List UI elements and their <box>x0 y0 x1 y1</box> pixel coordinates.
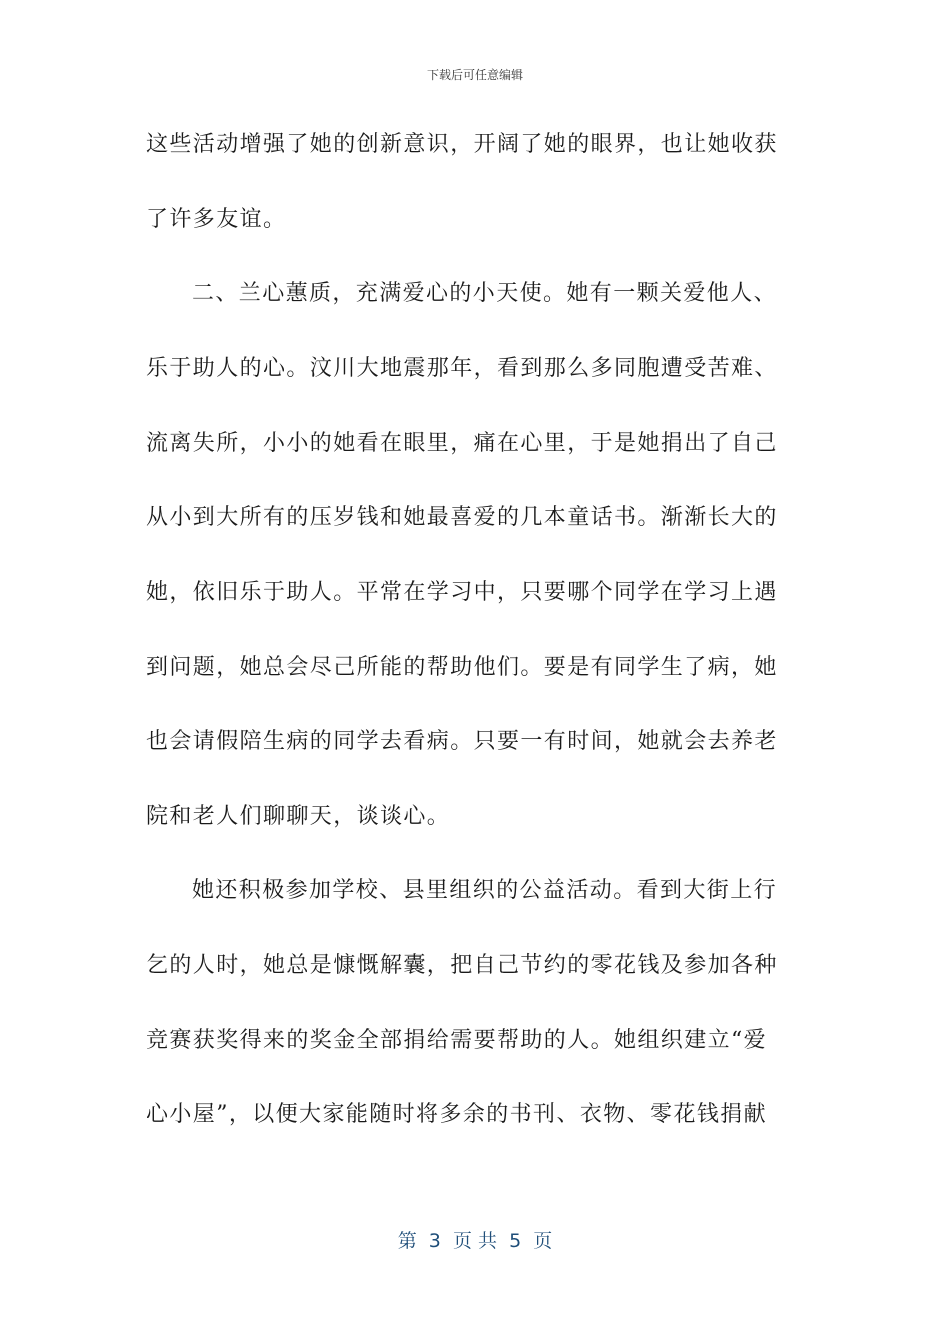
paragraph-line: 乐于助人的心。汶川大地震那年，看到那么多同胞遭受苦难、 <box>146 356 778 381</box>
header-note: 下载后可任意编辑 <box>426 68 523 82</box>
paragraph-line: 这些活动增强了她的创新意识，开阔了她的眼界，也让她收获 <box>146 132 778 157</box>
page-number: 第 3 页 共 5 页 <box>397 1230 553 1252</box>
paragraph-line: 乞的人时，她总是慷慨解囊，把自己节约的零花钱及参加各种 <box>146 953 778 978</box>
paragraph-line: 她，依旧乐于助人。平常在学习中，只要哪个同学在学习上遇 <box>146 580 778 605</box>
paragraph-line: 流离失所，小小的她看在眼里，痛在心里，于是她捐出了自己 <box>146 431 778 456</box>
paragraph-line: 从小到大所有的压岁钱和她最喜爱的几本童话书。渐渐长大的 <box>146 505 778 530</box>
paragraph-line: 院和老人们聊聊天，谈谈心。 <box>146 804 451 829</box>
paragraph-line: 到问题，她总会尽己所能的帮助他们。要是有同学生了病，她 <box>146 655 778 680</box>
paragraph-line: 了许多友谊。 <box>146 207 287 232</box>
paragraph-line: 她还积极参加学校、县里组织的公益活动。看到大街上行 <box>192 878 778 903</box>
paragraph-line: 也会请假陪生病的同学去看病。只要一有时间，她就会去养老 <box>146 729 778 754</box>
paragraph-line: 心小屋”，以便大家能随时将多余的书刊、衣物、零花钱捐献 <box>146 1102 768 1127</box>
paragraph-line: 竞赛获奖得来的奖金全部捐给需要帮助的人。她组织建立“爱 <box>146 1028 768 1053</box>
paragraph-line: 二、兰心蕙质，充满爱心的小天使。她有一颗关爱他人、 <box>192 281 778 306</box>
